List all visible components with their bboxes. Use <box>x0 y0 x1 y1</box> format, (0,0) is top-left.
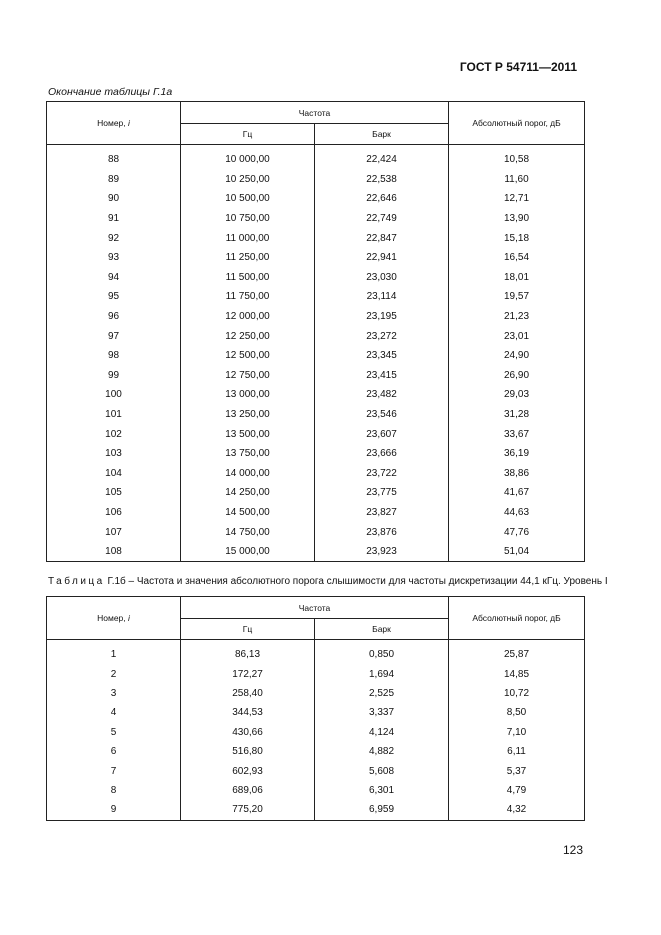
table1-caption: Окончание таблицы Г.1а <box>48 86 173 98</box>
cell-number: 96 <box>47 307 181 327</box>
cell-bark: 2,525 <box>315 684 449 703</box>
table-row <box>47 800 585 820</box>
table-row <box>47 761 585 780</box>
cell-bark: 0,850 <box>315 640 449 665</box>
cell-threshold: 19,57 <box>449 287 585 307</box>
cell-bark: 5,608 <box>315 761 449 780</box>
cell-hz: 172,27 <box>181 664 315 683</box>
cell-threshold: 51,04 <box>449 542 585 562</box>
table-row <box>47 522 585 542</box>
cell-hz: 10 250,00 <box>181 170 315 190</box>
cell-hz: 10 500,00 <box>181 189 315 209</box>
standard-number: ГОСТ Р 54711—2011 <box>459 60 577 74</box>
cell-hz: 12 000,00 <box>181 307 315 327</box>
cell-bark: 4,882 <box>315 742 449 761</box>
cell-threshold: 6,11 <box>449 742 585 761</box>
cell-threshold: 7,10 <box>449 723 585 742</box>
cell-threshold: 38,86 <box>449 464 585 484</box>
cell-hz: 11 000,00 <box>181 228 315 248</box>
column-header-bark: Барк <box>315 124 449 145</box>
cell-number: 91 <box>47 209 181 229</box>
column-header-hz: Гц <box>181 124 315 145</box>
cell-bark: 3,337 <box>315 703 449 722</box>
cell-threshold: 31,28 <box>449 405 585 425</box>
table-row <box>47 503 585 523</box>
column-header-number: Номер, i <box>47 102 181 145</box>
cell-hz: 11 750,00 <box>181 287 315 307</box>
cell-bark: 23,030 <box>315 268 449 288</box>
cell-hz: 11 500,00 <box>181 268 315 288</box>
table-row <box>47 664 585 683</box>
cell-number: 8 <box>47 781 181 800</box>
table2-body <box>47 640 585 821</box>
cell-threshold: 8,50 <box>449 703 585 722</box>
cell-bark: 23,876 <box>315 522 449 542</box>
cell-hz: 344,53 <box>181 703 315 722</box>
cell-number: 108 <box>47 542 181 562</box>
cell-bark: 23,114 <box>315 287 449 307</box>
cell-bark: 23,607 <box>315 424 449 444</box>
cell-number: 105 <box>47 483 181 503</box>
cell-threshold: 26,90 <box>449 366 585 386</box>
cell-bark: 1,694 <box>315 664 449 683</box>
cell-hz: 13 500,00 <box>181 424 315 444</box>
cell-threshold: 5,37 <box>449 761 585 780</box>
cell-hz: 14 500,00 <box>181 503 315 523</box>
column-header-bark: Барк <box>315 619 449 640</box>
cell-threshold: 41,67 <box>449 483 585 503</box>
cell-threshold: 15,18 <box>449 228 585 248</box>
cell-number: 102 <box>47 424 181 444</box>
table-g1a <box>46 101 585 562</box>
cell-hz: 15 000,00 <box>181 542 315 562</box>
cell-hz: 516,80 <box>181 742 315 761</box>
cell-number: 94 <box>47 268 181 288</box>
cell-number: 1 <box>47 640 181 665</box>
cell-threshold: 33,67 <box>449 424 585 444</box>
cell-bark: 23,195 <box>315 307 449 327</box>
cell-hz: 10 000,00 <box>181 145 315 170</box>
table-row <box>47 268 585 288</box>
cell-number: 107 <box>47 522 181 542</box>
cell-hz: 14 000,00 <box>181 464 315 484</box>
column-header-hz: Гц <box>181 619 315 640</box>
cell-threshold: 24,90 <box>449 346 585 366</box>
column-header-frequency: Частота <box>181 102 449 124</box>
cell-bark: 23,272 <box>315 326 449 346</box>
cell-bark: 4,124 <box>315 723 449 742</box>
cell-number: 2 <box>47 664 181 683</box>
table-row <box>47 640 585 665</box>
cell-threshold: 16,54 <box>449 248 585 268</box>
cell-hz: 689,06 <box>181 781 315 800</box>
cell-threshold: 10,72 <box>449 684 585 703</box>
cell-hz: 13 000,00 <box>181 385 315 405</box>
cell-bark: 22,941 <box>315 248 449 268</box>
cell-number: 9 <box>47 800 181 820</box>
cell-hz: 86,13 <box>181 640 315 665</box>
cell-hz: 13 750,00 <box>181 444 315 464</box>
table-row <box>47 209 585 229</box>
cell-bark: 6,959 <box>315 800 449 820</box>
cell-bark: 22,538 <box>315 170 449 190</box>
cell-number: 97 <box>47 326 181 346</box>
cell-hz: 12 750,00 <box>181 366 315 386</box>
cell-threshold: 4,32 <box>449 800 585 820</box>
table-row <box>47 287 585 307</box>
cell-hz: 258,40 <box>181 684 315 703</box>
cell-hz: 12 250,00 <box>181 326 315 346</box>
cell-hz: 14 250,00 <box>181 483 315 503</box>
cell-hz: 430,66 <box>181 723 315 742</box>
cell-threshold: 44,63 <box>449 503 585 523</box>
table-row <box>47 742 585 761</box>
table-row <box>47 703 585 722</box>
column-header-threshold: Абсолютный порог, дБ <box>449 102 585 145</box>
table-row <box>47 145 585 170</box>
cell-number: 90 <box>47 189 181 209</box>
cell-bark: 22,424 <box>315 145 449 170</box>
cell-bark: 22,749 <box>315 209 449 229</box>
table-row <box>47 248 585 268</box>
table-row <box>47 781 585 800</box>
cell-bark: 23,666 <box>315 444 449 464</box>
cell-threshold: 10,58 <box>449 145 585 170</box>
cell-bark: 6,301 <box>315 781 449 800</box>
column-header-threshold: Абсолютный порог, дБ <box>449 597 585 640</box>
cell-threshold: 14,85 <box>449 664 585 683</box>
cell-threshold: 25,87 <box>449 640 585 665</box>
cell-hz: 602,93 <box>181 761 315 780</box>
table2-caption: Таблица Г.1б – Частота и значения абсолютного порога слышимости для частоты дискретизации 44,1 кГц. Уровень I <box>48 576 608 587</box>
table-row <box>47 228 585 248</box>
cell-bark: 23,546 <box>315 405 449 425</box>
cell-threshold: 21,23 <box>449 307 585 327</box>
cell-number: 89 <box>47 170 181 190</box>
cell-threshold: 4,79 <box>449 781 585 800</box>
cell-bark: 23,482 <box>315 385 449 405</box>
cell-threshold: 12,71 <box>449 189 585 209</box>
cell-threshold: 18,01 <box>449 268 585 288</box>
cell-bark: 23,923 <box>315 542 449 562</box>
cell-threshold: 36,19 <box>449 444 585 464</box>
table-row <box>47 424 585 444</box>
cell-bark: 23,345 <box>315 346 449 366</box>
column-header-frequency: Частота <box>181 597 449 619</box>
table-row <box>47 464 585 484</box>
cell-number: 6 <box>47 742 181 761</box>
cell-hz: 10 750,00 <box>181 209 315 229</box>
cell-bark: 23,775 <box>315 483 449 503</box>
table-row <box>47 307 585 327</box>
cell-number: 88 <box>47 145 181 170</box>
table-row <box>47 483 585 503</box>
cell-number: 101 <box>47 405 181 425</box>
cell-threshold: 23,01 <box>449 326 585 346</box>
cell-number: 7 <box>47 761 181 780</box>
cell-hz: 13 250,00 <box>181 405 315 425</box>
table-row <box>47 170 585 190</box>
column-header-number: Номер, i <box>47 597 181 640</box>
table-row <box>47 385 585 405</box>
cell-number: 98 <box>47 346 181 366</box>
table-row <box>47 326 585 346</box>
table-row <box>47 542 585 562</box>
cell-hz: 12 500,00 <box>181 346 315 366</box>
table-row <box>47 444 585 464</box>
cell-number: 93 <box>47 248 181 268</box>
cell-threshold: 29,03 <box>449 385 585 405</box>
cell-number: 5 <box>47 723 181 742</box>
cell-bark: 23,722 <box>315 464 449 484</box>
cell-hz: 11 250,00 <box>181 248 315 268</box>
cell-number: 3 <box>47 684 181 703</box>
table-row <box>47 189 585 209</box>
cell-bark: 22,847 <box>315 228 449 248</box>
cell-number: 95 <box>47 287 181 307</box>
table-row <box>47 723 585 742</box>
page-number: 123 <box>562 843 583 857</box>
table1-body <box>47 145 585 562</box>
cell-bark: 22,646 <box>315 189 449 209</box>
cell-hz: 775,20 <box>181 800 315 820</box>
table-row <box>47 684 585 703</box>
cell-number: 103 <box>47 444 181 464</box>
cell-bark: 23,415 <box>315 366 449 386</box>
cell-threshold: 47,76 <box>449 522 585 542</box>
cell-number: 104 <box>47 464 181 484</box>
table-row <box>47 346 585 366</box>
cell-number: 100 <box>47 385 181 405</box>
cell-hz: 14 750,00 <box>181 522 315 542</box>
cell-threshold: 13,90 <box>449 209 585 229</box>
cell-bark: 23,827 <box>315 503 449 523</box>
cell-number: 4 <box>47 703 181 722</box>
cell-number: 106 <box>47 503 181 523</box>
cell-threshold: 11,60 <box>449 170 585 190</box>
table-row <box>47 405 585 425</box>
cell-number: 99 <box>47 366 181 386</box>
table-row <box>47 366 585 386</box>
table-g1b <box>46 596 585 821</box>
cell-number: 92 <box>47 228 181 248</box>
